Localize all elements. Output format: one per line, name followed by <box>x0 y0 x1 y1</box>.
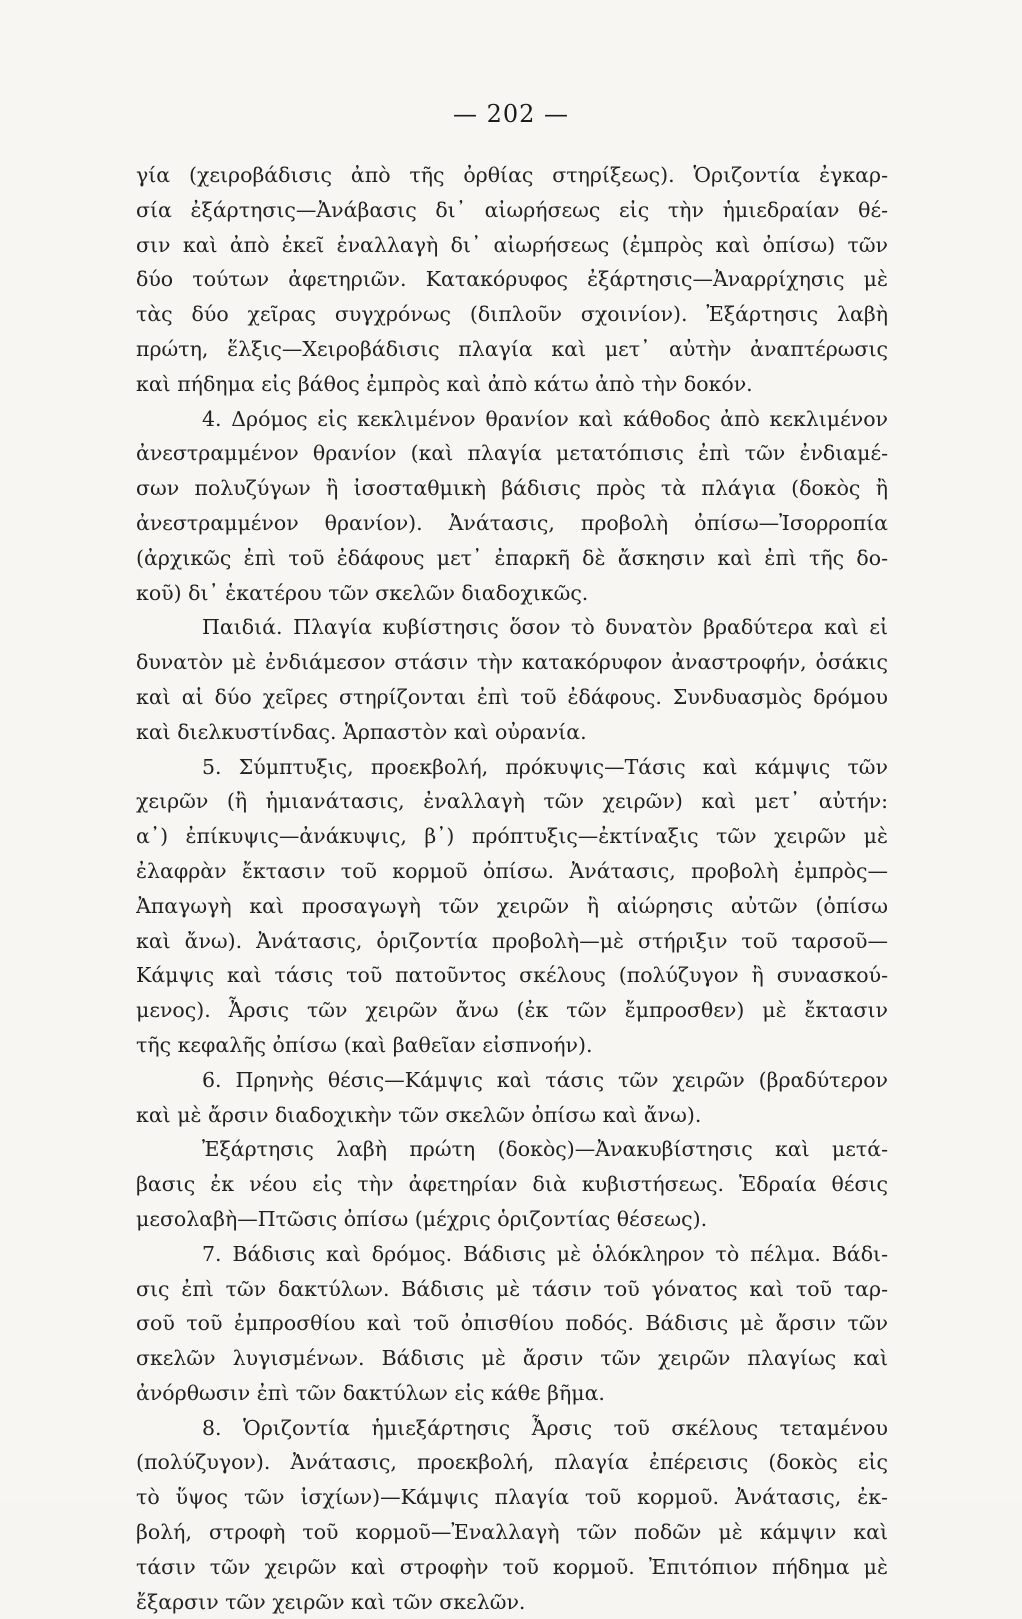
text-line: πρώτη, ἕλξις—Χειροβάδισις πλαγία καὶ μετ᾽ αὐτὴν ἀναπτέρωσις <box>136 336 888 361</box>
text-line: ἐλαφρὰν ἔκτασιν τοῦ κορμοῦ ὀπίσω. Ἀνάτασις, προβολὴ ἐμπρὸς— <box>136 858 888 883</box>
text-line: 7. Βάδισις καὶ δρόμος. Βάδισις μὲ ὁλόκληρον τὸ πέλμα. Βάδι- <box>202 1241 888 1266</box>
text-line: τάσιν τῶν χειρῶν καὶ στροφὴν τοῦ κορμοῦ. Ἐπιτόπιον πήδημα μὲ <box>136 1554 888 1579</box>
text-line: σοῦ τοῦ ἐμπροσθίου καὶ τοῦ ὀπισθίου ποδός. Βάδισις μὲ ἄρσιν τῶν <box>136 1311 888 1336</box>
text-line: Ἀπαγωγὴ καὶ προσαγωγὴ τῶν χειρῶν ἢ αἰώρησις αὐτῶν (ὀπίσω <box>136 893 888 918</box>
text-line: καὶ πήδημα εἰς βάθος ἐμπρὸς καὶ ἀπὸ κάτω ἀπὸ τὴν δοκόν. <box>136 371 753 396</box>
text-line: τὸ ὕψος τῶν ἰσχίων)—Κάμψις πλαγία τοῦ κορμοῦ. Ἀνάτασις, ἐκ- <box>136 1485 888 1510</box>
text-line: τὰς δύο χεῖρας συγχρόνως (διπλοῦν σχοινίον). Ἐξάρτησις λαβὴ <box>136 302 888 327</box>
text-line: καὶ ἄνω). Ἀνάτασις, ὁριζοντία προβολὴ—μὲ στήριξιν τοῦ ταρσοῦ— <box>136 928 888 953</box>
page-number: — 202 — <box>452 100 570 128</box>
text-line: σις ἐπὶ τῶν δακτύλων. Βάδισις μὲ τάσιν τοῦ γόνατος καὶ τοῦ ταρ- <box>136 1276 888 1301</box>
text-line: (ἀρχικῶς ἐπὶ τοῦ ἐδάφους μετ᾽ ἐπαρκῆ δὲ ἄσκησιν καὶ ἐπὶ τῆς δο- <box>136 545 888 570</box>
text-line: γία (χειροβάδισις ἀπὸ τῆς ὀρθίας στηρίξεως). Ὁριζοντία ἐγκαρ- <box>136 163 888 187</box>
text-line: ἔξαρσιν τῶν χειρῶν καὶ τῶν σκελῶν. <box>136 1589 526 1614</box>
text-line: κοῦ) δι᾽ ἑκατέρου τῶν σκελῶν διαδοχικῶς. <box>136 580 589 605</box>
text-line: καὶ διελκυστίνδας. Ἁρπαστὸν καὶ οὐρανία. <box>136 719 587 744</box>
text-line: 4. Δρόμος εἰς κεκλιμένον θρανίον καὶ κάθοδος ἀπὸ κεκλιμένον <box>202 406 888 431</box>
text-line: μενος). Ἆρσις τῶν χειρῶν ἄνω (ἐκ τῶν ἔμπροσθεν) μὲ ἔκτασιν <box>136 998 888 1023</box>
text-line: ἀνεστραμμένον θρανίον). Ἀνάτασις, προβολὴ ὀπίσω—Ἰσορροπία <box>136 510 888 535</box>
text-line: μεσολαβὴ—Πτῶσις ὀπίσω (μέχρις ὁριζοντίας θέσεως). <box>136 1206 708 1231</box>
text-line: ἀνεστραμμένον θρανίον (καὶ πλαγία μετατόπισις ἐπὶ τῶν ἐνδιαμέ- <box>136 441 888 466</box>
text-line: Ἐξάρτησις λαβὴ πρώτη (δοκὸς)—Ἀνακυβίστησις καὶ μετά- <box>202 1137 888 1162</box>
text-line: (πολύζυγον). Ἀνάτασις, προεκβολή, πλαγία ἐπέρεισις (δοκὸς εἰς <box>136 1450 888 1475</box>
text-line: σων πολυζύγων ἢ ἰσοσταθμικὴ βάδισις πρὸς τὰ πλάγια (δοκὸς ἢ <box>136 476 888 501</box>
text-line: 6. Πρηνὴς θέσις—Κάμψις καὶ τάσις τῶν χειρῶν (βραδύτερον <box>202 1067 888 1092</box>
text-line: Παιδιά. Πλαγία κυβίστησις ὅσον τὸ δυνατὸν βραδύτερα καὶ εἰ <box>202 615 888 640</box>
text-line: 8. Ὁριζοντία ἡμιεξάρτησις Ἆρσις τοῦ σκέλους τεταμένου <box>202 1415 888 1440</box>
text-line: σία ἐξάρτησις—Ἀνάβασις δι᾽ αἰωρήσεως εἰς τὴν ἡμιεδραίαν θέ- <box>136 197 888 222</box>
text-line: α᾽) ἐπίκυψις—ἀνάκυψις, β᾽) πρόπτυξις—ἐκτίναξις τῶν χειρῶν μὲ <box>136 824 888 849</box>
text-line: δυνατὸν μὲ ἐνδιάμεσον στάσιν τὴν κατακόρυφον ἀναστροφήν, ὁσάκις <box>136 650 888 675</box>
text-line: δύο τούτων ἀφετηριῶν. Κατακόρυφος ἐξάρτησις—Ἀναρρίχησις μὲ <box>136 267 888 292</box>
text-line: ἀνόρθωσιν ἐπὶ τῶν δακτύλων εἰς κάθε βῆμα. <box>136 1380 605 1405</box>
text-line: καὶ αἱ δύο χεῖρες στηρίζονται ἐπὶ τοῦ ἐδάφους. Συνδυασμὸς δρόμου <box>136 684 888 709</box>
text-line: καὶ μὲ ἄρσιν διαδοχικὴν τῶν σκελῶν ὀπίσω καὶ ἄνω). <box>136 1102 702 1127</box>
text-line: βολή, στροφὴ τοῦ κορμοῦ—Ἐναλλαγὴ τῶν ποδῶν μὲ κάμψιν καὶ <box>136 1520 888 1545</box>
text-line: τῆς κεφαλῆς ὀπίσω (καὶ βαθεῖαν εἰσπνοήν). <box>136 1032 593 1057</box>
text-line: βασις ἐκ νέου εἰς τὴν ἀφετηρίαν διὰ κυβιστήσεως. Ἑδραία θέσις <box>136 1172 888 1197</box>
text-line: Κάμψις καὶ τάσις τοῦ πατοῦντος σκέλους (πολύζυγον ἢ συνασκού- <box>136 963 888 988</box>
body-text <box>136 158 888 1619</box>
text-line: σιν καὶ ἀπὸ ἐκεῖ ἐναλλαγὴ δι᾽ αἰωρήσεως (ἐμπρὸς καὶ ὀπίσω) τῶν <box>136 232 888 257</box>
text-line: σκελῶν λυγισμένων. Βάδισις μὲ ἄρσιν τῶν χειρῶν πλαγίως καὶ <box>136 1346 888 1371</box>
text-line: 5. Σύμπτυξις, προεκβολή, πρόκυψις—Τάσις καὶ κάμψις τῶν <box>202 754 888 779</box>
text-line: χειρῶν (ἢ ἡμιανάτασις, ἐναλλαγὴ τῶν χειρῶν) καὶ μετ᾽ αὐτήν: <box>136 789 888 814</box>
